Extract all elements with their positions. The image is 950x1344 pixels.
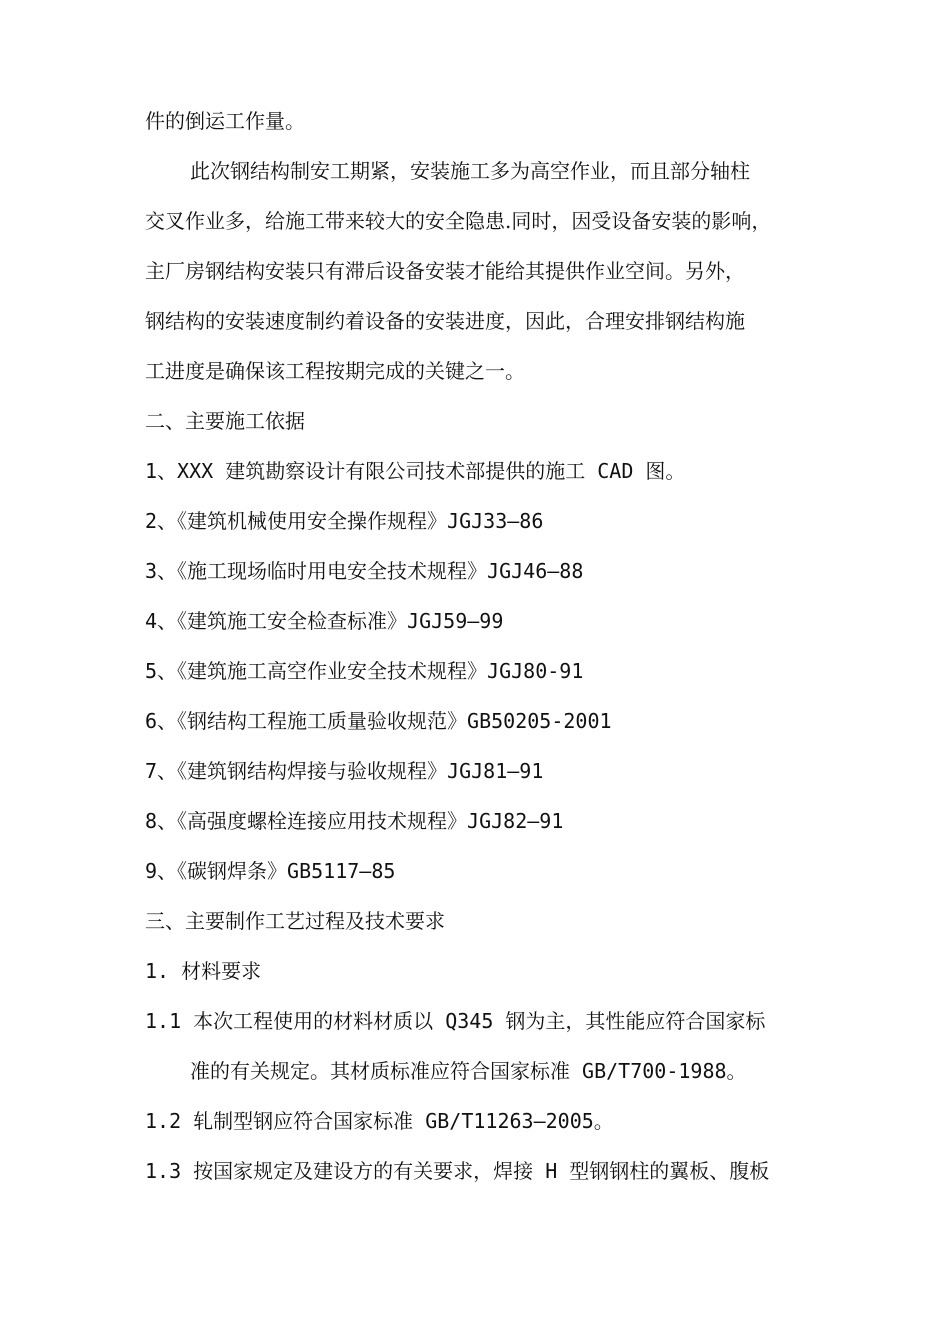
list-item: 1、XXX 建筑勘察设计有限公司技术部提供的施工 CAD 图。 [145, 459, 686, 483]
list-item: 4、《建筑施工安全检查标准》JGJ59—99 [145, 609, 504, 633]
list-item: 8、《高强度螺栓连接应用技术规程》JGJ82—91 [145, 809, 564, 833]
list-item: 7、《建筑钢结构焊接与验收规程》JGJ81—91 [145, 759, 544, 783]
paragraph-line: 件的倒运工作量。 [145, 109, 305, 133]
paragraph-line: 钢结构的安装速度制约着设备的安装进度，因此，合理安排钢结构施 [145, 309, 745, 333]
paragraph-line: 主厂房钢结构安装只有滞后设备安装才能给其提供作业空间。另外， [145, 259, 745, 283]
paragraph-line: 交叉作业多，给施工带来较大的安全隐患.同时，因受设备安装的影响， [145, 209, 772, 233]
section-heading: 三、主要制作工艺过程及技术要求 [145, 909, 445, 933]
paragraph-line: 1.1 本次工程使用的材料材质以 Q345 钢为主，其性能应符合国家标 [145, 1009, 766, 1033]
paragraph-line: 1.2 轧制型钢应符合国家标准 GB/T11263—2005。 [145, 1109, 614, 1133]
list-item: 6、《钢结构工程施工质量验收规范》GB50205-2001 [145, 709, 612, 733]
section-heading: 二、主要施工依据 [145, 409, 305, 433]
list-item: 5、《建筑施工高空作业安全技术规程》JGJ80-91 [145, 659, 584, 683]
paragraph-line: 此次钢结构制安工期紧，安装施工多为高空作业，而且部分轴柱 [190, 159, 750, 183]
paragraph-line: 1.3 按国家规定及建设方的有关要求，焊接 H 型钢钢柱的翼板、腹板 [145, 1159, 770, 1183]
paragraph-line: 工进度是确保该工程按期完成的关键之一。 [145, 359, 525, 383]
list-item: 3、《施工现场临时用电安全技术规程》JGJ46—88 [145, 559, 584, 583]
list-item: 2、《建筑机械使用安全操作规程》JGJ33—86 [145, 509, 544, 533]
paragraph-line: 准的有关规定。其材质标准应符合国家标准 GB/T700-1988。 [190, 1059, 747, 1083]
subsection-heading: 1. 材料要求 [145, 959, 262, 983]
list-item: 9、《碳钢焊条》GB5117—85 [145, 859, 396, 883]
